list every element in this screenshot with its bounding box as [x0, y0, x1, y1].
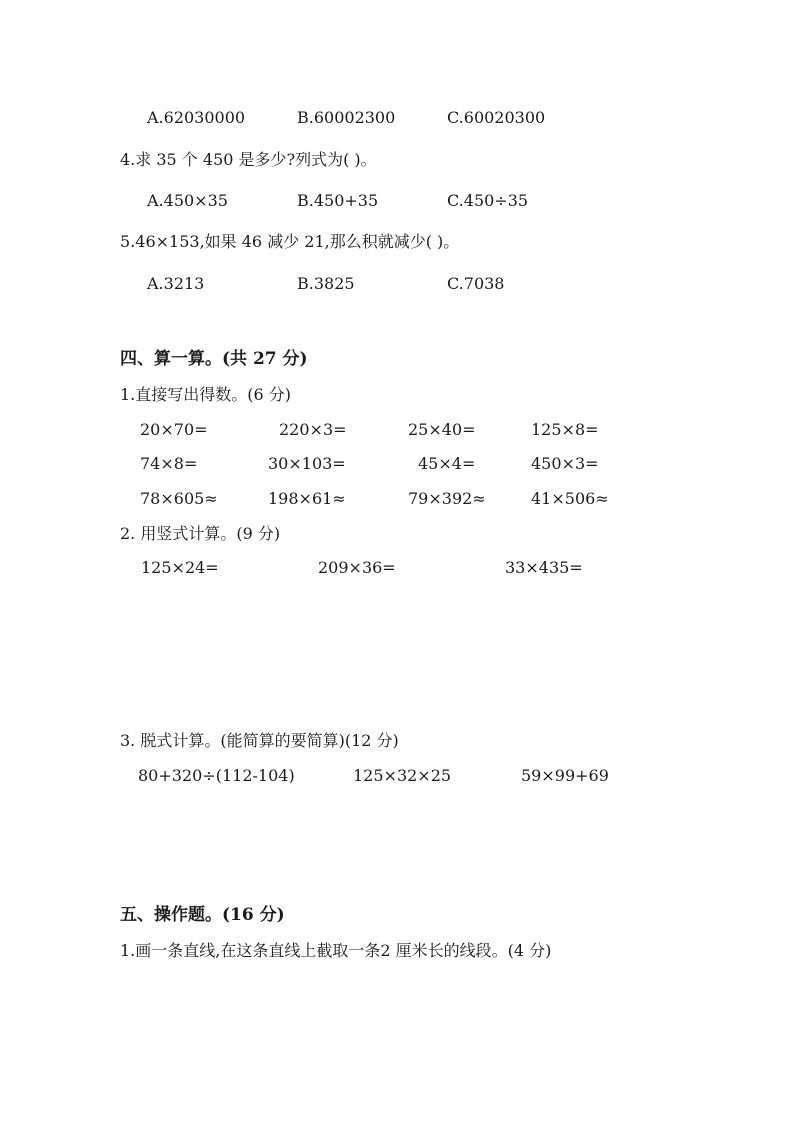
- mental-calc-item: 41×506≈: [531, 489, 609, 508]
- vertical-calc-item: 33×435=: [505, 558, 583, 577]
- section5-title: 五、操作题。(16 分): [120, 905, 285, 925]
- q5-text: 5.46×153,如果 46 减少 21,那么积就减少( )。: [120, 232, 460, 251]
- section5-p1: 1.画一条直线,在这条直线上截取一条2 厘米长的线段。(4 分): [120, 941, 552, 960]
- q4-option-a: A.450×35: [147, 191, 228, 210]
- q3-option-c: C.60020300: [447, 108, 546, 127]
- mental-calc-item: 220×3=: [279, 420, 347, 439]
- vertical-calc-item: 209×36=: [318, 558, 396, 577]
- q4-option-c: C.450÷35: [447, 191, 529, 210]
- mental-calc-item: 74×8=: [140, 454, 198, 473]
- q5-option-c: C.7038: [447, 274, 505, 293]
- q3-option-a: A.62030000: [147, 108, 246, 127]
- mental-calc-item: 30×103=: [268, 454, 346, 473]
- mental-calc-item: 25×40=: [408, 420, 476, 439]
- mental-calc-item: 450×3=: [531, 454, 599, 473]
- q5-option-a: A.3213: [147, 274, 205, 293]
- mental-calc-item: 198×61≈: [268, 489, 346, 508]
- section4-p3-title: 3. 脱式计算。(能简算的要简算)(12 分): [120, 731, 399, 750]
- q4-text: 4.求 35 个 450 是多少?列式为( )。: [120, 150, 377, 169]
- section4-title: 四、算一算。(共 27 分): [120, 349, 308, 369]
- mental-calc-item: 20×70=: [140, 420, 208, 439]
- section4-p1-title: 1.直接写出得数。(6 分): [120, 385, 292, 404]
- step-calc-item: 125×32×25: [353, 766, 452, 785]
- mental-calc-item: 125×8=: [531, 420, 599, 439]
- mental-calc-item: 79×392≈: [408, 489, 486, 508]
- mental-calc-item: 45×4=: [418, 454, 476, 473]
- q3-option-b: B.60002300: [297, 108, 396, 127]
- step-calc-item: 59×99+69: [521, 766, 609, 785]
- section4-p2-title: 2. 用竖式计算。(9 分): [120, 524, 281, 543]
- mental-calc-item: 78×605≈: [140, 489, 218, 508]
- step-calc-item: 80+320÷(112-104): [138, 766, 295, 785]
- q4-option-b: B.450+35: [297, 191, 379, 210]
- vertical-calc-item: 125×24=: [141, 558, 219, 577]
- q5-option-b: B.3825: [297, 274, 355, 293]
